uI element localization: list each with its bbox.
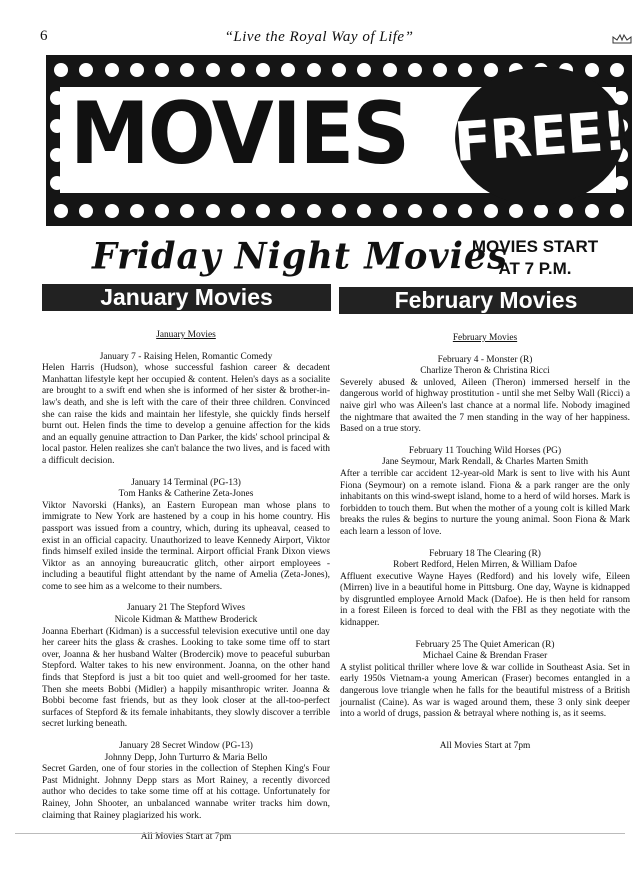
marquee-bulb: [54, 63, 68, 77]
february-footer: All Movies Start at 7pm: [439, 740, 531, 751]
january-banner: January Movies: [42, 284, 331, 311]
film-synopsis: Viktor Navorski (Hanks), an Eastern European man whose plans to immigrate to New York are hastened by a coup in his home country. His passport was issued from a country, which, during its upheaval, ceased to exist in an official capacity. Unauthorized to leave Kennedy Airport, Viktor finds himself exiled inside the terminal. Airport official Frank Dixon views Viktor as an annoying bureaucratic glitch, other airport employees - including a beautiful flight attendant by the name of Amelia (Zeta-Jones), come to see him as a welcome to their numbers.: [42, 500, 330, 592]
film-synopsis: Joanna Eberhart (Kidman) is a successful television executive until one day her career hits the glass & crashes. Looking to take some time off to start over, Joanna & her husband Walter (Brodercik) move to peaceful suburban Stepford. Walter takes to his new environment. Joanna, on the other hand finds that Stepford is just a bit too quiet and well-groomed for her taste. Then she meets Bobbi (Midler) a happily misanthropic writer. Joanna & Bobbi become fast friends, but as they look closer at the all-too-perfect surfaces of Stepford & its female inhabitants, they slowly discover a terrible secret lurking beneath.: [42, 626, 330, 730]
marquee-bulb: [458, 63, 472, 77]
marquee-bulb: [206, 204, 220, 218]
marquee-bulb: [79, 204, 93, 218]
film-synopsis: Affluent executive Wayne Hayes (Redford) and his lovely wife, Eileen (Mirren) live in a beautiful home in Pittsburg. One day, Wayne is kidnapped by disgruntled employee Arnold Mack (Dafoe). He is then held for ransom in a forest Eileen is forced to deal with the FBI as they negotiate with the kidnapper.: [340, 571, 630, 629]
marquee-sign: [60, 84, 628, 193]
crown-icon: [612, 34, 632, 44]
january-column: [42, 330, 330, 844]
marquee-bulb: [155, 204, 169, 218]
film-cast: Johnny Depp, John Turturro & Maria Bello: [104, 752, 268, 763]
film-synopsis: A stylist political thriller where love & war collide in Southeast Asia. Set in early 1950s Vietnam-a young American (Fraser) becomes entangled in a dangerous love triangle when he falls for the beautiful mistress of a British journalist (Caine). As war is waged around them, these 3 only sink deeper into a world of drugs, passion & betrayal where nothing is, as it seems.: [340, 662, 630, 720]
film-synopsis: After a terrible car accident 12-year-old Mark is sent to live with his Aunt Fiona (Seymour) on a remote island. Fiona & a park ranger are the only inhabitants on this wind-swept island, home to a herd of wild horses. Mark is forbidden to touch them. But when the mother of a young colt is killed Mark breaks the rules & begins to nurture the young animal. Soon Fiona & Mark each learn a lesson of love.: [340, 468, 630, 537]
marquee-bulb: [281, 63, 295, 77]
film-cast: Nicole Kidman & Matthew Broderick: [114, 615, 258, 626]
marquee-bulb: [408, 204, 422, 218]
free-badge-text: FREE!: [452, 98, 628, 174]
film-title: January 21 The Stepford Wives: [126, 603, 245, 614]
film-cast: Jane Seymour, Mark Rendall, & Charles Marten Smith: [381, 457, 589, 468]
film-title: January 28 Secret Window (PG-13): [119, 741, 253, 751]
marquee-bulb: [307, 63, 321, 77]
marquee-bulb: [231, 63, 245, 77]
marquee-bulb: [130, 63, 144, 77]
marquee-bulb: [281, 204, 295, 218]
marquee-bulb: [180, 204, 194, 218]
film-cast: Tom Hanks & Catherine Zeta-Jones: [118, 489, 254, 500]
marquee-bulb: [585, 204, 599, 218]
marquee-bulb: [256, 63, 270, 77]
marquee-bulb: [559, 204, 573, 218]
film-synopsis: Severely abused & unloved, Aileen (Theron) immersed herself in the dangerous world of highway prostitution - until she met Selby Wall (Ricci) a naive girl who was Aileen's last chance at a normal life. Nobody imagined the nightmare that awaited the 7 men standing in the way of her happiness. Based on a true story.: [340, 377, 630, 435]
february-heading: February Movies: [452, 333, 518, 343]
friday-night-movies-title: Friday Night Movies: [92, 234, 508, 279]
start-time-line2: AT 7 P.M.: [498, 259, 572, 278]
marquee-bulb: [206, 63, 220, 77]
marquee-bulb: [332, 63, 346, 77]
marquee-bulb: [610, 63, 624, 77]
marquee-bulb: [231, 204, 245, 218]
marquee-bulb: [484, 63, 498, 77]
marquee-bulb: [458, 204, 472, 218]
film-title: January 14 Terminal (PG-13): [131, 477, 241, 488]
marquee-bulb: [614, 176, 628, 190]
marquee-bulb: [357, 204, 371, 218]
marquee-bulb: [610, 204, 624, 218]
marquee-bulb: [585, 63, 599, 77]
film-synopsis: Secret Garden, one of four stories in the collection of Stephen King's Four Past Midnight. Johnny Depp stars as Mort Rainey, a recently divorced author who decides to take some time off at his cottage. Unfortunately for Rainey, John Shooter, an unbalanced wannabe writer tracks him down, claiming that Rainey plagiarized his work.: [42, 764, 330, 821]
marquee-bulb: [509, 204, 523, 218]
header-motto: “Live the Royal Way of Life”: [224, 29, 414, 45]
marquee-bulb: [534, 204, 548, 218]
film-cast: Charlize Theron & Christina Ricci: [420, 366, 550, 377]
start-time-line1: MOVIES START: [471, 237, 599, 256]
marquee-bulb: [155, 63, 169, 77]
film-cast: Robert Redford, Helen Mirren, & William Dafoe: [393, 560, 577, 571]
february-column: [340, 333, 630, 752]
marquee-bulb: [307, 204, 321, 218]
marquee-bulb: [408, 63, 422, 77]
marquee-bulb: [79, 63, 93, 77]
start-time-notice: [460, 236, 610, 280]
marquee-bulb: [383, 204, 397, 218]
january-footer: All Movies Start at 7pm: [140, 832, 232, 843]
marquee-bulb: [256, 204, 270, 218]
film-title: February 25 The Quiet American (R): [415, 639, 555, 650]
marquee-bulb: [54, 204, 68, 218]
marquee-bulb: [332, 204, 346, 218]
marquee-bulb: [484, 204, 498, 218]
january-heading: January Movies: [156, 330, 216, 340]
marquee-bulb: [433, 63, 447, 77]
marquee-bulb: [105, 63, 119, 77]
film-title: January 7 - Raising Helen, Romantic Comedy: [99, 351, 273, 362]
marquee-title: MOVIES: [70, 84, 409, 184]
page-number: 6: [40, 28, 48, 44]
film-title: February 11 Touching Wild Horses (PG): [408, 445, 562, 456]
marquee-bulb: [357, 63, 371, 77]
marquee-bulb: [180, 63, 194, 77]
film-title: February 18 The Clearing (R): [429, 548, 541, 559]
film-title: February 4 - Monster (R): [437, 354, 533, 365]
film-synopsis: Helen Harris (Hudson), whose successful fashion career & decadent Manhattan lifestyle kept her occupied & content. Helen's days as a socialite are brought to a swift end when she is informed of her sister & brother-in-law's death, and she is left with the care of their three children. Convinced she can raise the kids and maintain her lifestyle, she quickly finds herself burnt out. Helen finds the time to develop a genuine affection for the kids and an equally genuine attraction to Dan Parker, the kids' school principal & local pastor. Helen realizes she can't balance the two lives, and is faced with a difficult decision.: [42, 363, 330, 466]
marquee-bulb: [130, 204, 144, 218]
bottom-rule: [15, 833, 625, 834]
film-cast: Michael Caine & Brendan Fraser: [422, 651, 548, 662]
marquee-bulb: [105, 204, 119, 218]
marquee-bulb: [433, 204, 447, 218]
february-banner: February Movies: [339, 287, 633, 314]
marquee-bulb: [383, 63, 397, 77]
